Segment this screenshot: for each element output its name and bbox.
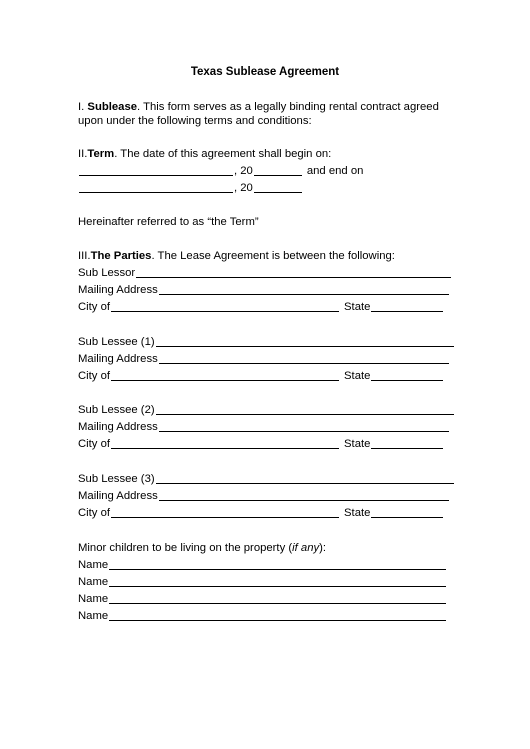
city-blank[interactable] xyxy=(111,369,339,381)
state-blank[interactable] xyxy=(371,506,443,518)
document-title: Texas Sublease Agreement xyxy=(190,66,340,78)
mailing-address-row xyxy=(78,489,450,503)
sub-lessee-2-row xyxy=(78,403,455,417)
year-prefix: , 20 xyxy=(234,182,253,194)
end-year-blank[interactable] xyxy=(254,181,302,193)
section-number: III. xyxy=(78,250,91,262)
mailing-address-label: Mailing Address xyxy=(78,490,158,502)
state-blank[interactable] xyxy=(371,369,443,381)
city-label: City of xyxy=(78,438,111,450)
mailing-address-label: Mailing Address xyxy=(78,353,158,365)
minor-name-blank[interactable] xyxy=(109,592,446,604)
mailing-address-row xyxy=(78,283,450,297)
state-label: State xyxy=(344,370,371,382)
term-end-row xyxy=(78,181,303,195)
section-term-heading xyxy=(78,147,331,161)
name-label: Name xyxy=(78,593,109,605)
state-blank[interactable] xyxy=(371,300,443,312)
sub-lessee-1-row xyxy=(78,335,455,349)
start-year-blank[interactable] xyxy=(254,164,302,176)
sub-lessee-2-blank[interactable] xyxy=(156,403,454,415)
city-blank[interactable] xyxy=(111,300,339,312)
minor-name-blank[interactable] xyxy=(109,558,446,570)
sub-lessor-blank[interactable] xyxy=(136,266,451,278)
end-date-blank[interactable] xyxy=(79,181,233,193)
section-text: . This form serves as a legally binding rental contract agreed upon under the following terms and conditions: xyxy=(78,101,439,127)
state-label: State xyxy=(344,301,371,313)
term-start-row xyxy=(78,164,363,178)
city-blank[interactable] xyxy=(111,506,339,518)
section-number: I. xyxy=(78,101,88,113)
state-label: State xyxy=(344,507,371,519)
party-label: Sub Lessee (3) xyxy=(78,473,155,485)
party-label: Sub Lessor xyxy=(78,267,136,279)
section-heading: Sublease xyxy=(87,101,138,113)
minor-name-row xyxy=(78,558,447,572)
mailing-address-blank[interactable] xyxy=(159,420,449,432)
party-label: Sub Lessee (2) xyxy=(78,404,155,416)
mailing-address-row xyxy=(78,352,450,366)
state-label: State xyxy=(344,438,371,450)
minor-children-heading xyxy=(78,541,326,555)
minor-name-blank[interactable] xyxy=(109,609,446,621)
section-parties-heading xyxy=(78,249,395,263)
section-number: II. xyxy=(78,148,88,160)
section-text: . The Lease Agreement is between the following: xyxy=(151,250,395,262)
city-state-row xyxy=(78,369,444,383)
year-prefix: , 20 xyxy=(234,165,253,177)
end-on-label: and end on xyxy=(306,165,364,177)
mailing-address-blank[interactable] xyxy=(159,489,449,501)
sub-lessee-3-blank[interactable] xyxy=(156,472,454,484)
mailing-address-row xyxy=(78,420,450,434)
sub-lessee-1-blank[interactable] xyxy=(156,335,454,347)
city-label: City of xyxy=(78,370,111,382)
city-label: City of xyxy=(78,301,111,313)
minors-close: ): xyxy=(319,542,327,554)
name-label: Name xyxy=(78,576,109,588)
city-blank[interactable] xyxy=(111,437,339,449)
mailing-address-label: Mailing Address xyxy=(78,284,158,296)
city-label: City of xyxy=(78,507,111,519)
mailing-address-label: Mailing Address xyxy=(78,421,158,433)
section-heading: The Parties xyxy=(90,250,152,262)
minor-name-row xyxy=(78,592,447,606)
section-text: . The date of this agreement shall begin on: xyxy=(114,148,332,160)
start-date-blank[interactable] xyxy=(79,164,233,176)
sub-lessee-3-row xyxy=(78,472,455,486)
name-label: Name xyxy=(78,559,109,571)
term-note: Hereinafter referred to as “the Term” xyxy=(78,216,259,228)
section-heading: Term xyxy=(87,148,115,160)
minors-italic: if any xyxy=(292,542,320,554)
minor-name-row xyxy=(78,609,447,623)
sub-lessor-row xyxy=(78,266,452,280)
city-state-row xyxy=(78,300,444,314)
city-state-row xyxy=(78,506,444,520)
minor-name-row xyxy=(78,575,447,589)
city-state-row xyxy=(78,437,444,451)
mailing-address-blank[interactable] xyxy=(159,352,449,364)
section-sublease xyxy=(78,100,458,128)
party-label: Sub Lessee (1) xyxy=(78,336,155,348)
state-blank[interactable] xyxy=(371,437,443,449)
mailing-address-blank[interactable] xyxy=(159,283,449,295)
minors-text: Minor children to be living on the property ( xyxy=(78,542,293,554)
minor-name-blank[interactable] xyxy=(109,575,446,587)
name-label: Name xyxy=(78,610,109,622)
